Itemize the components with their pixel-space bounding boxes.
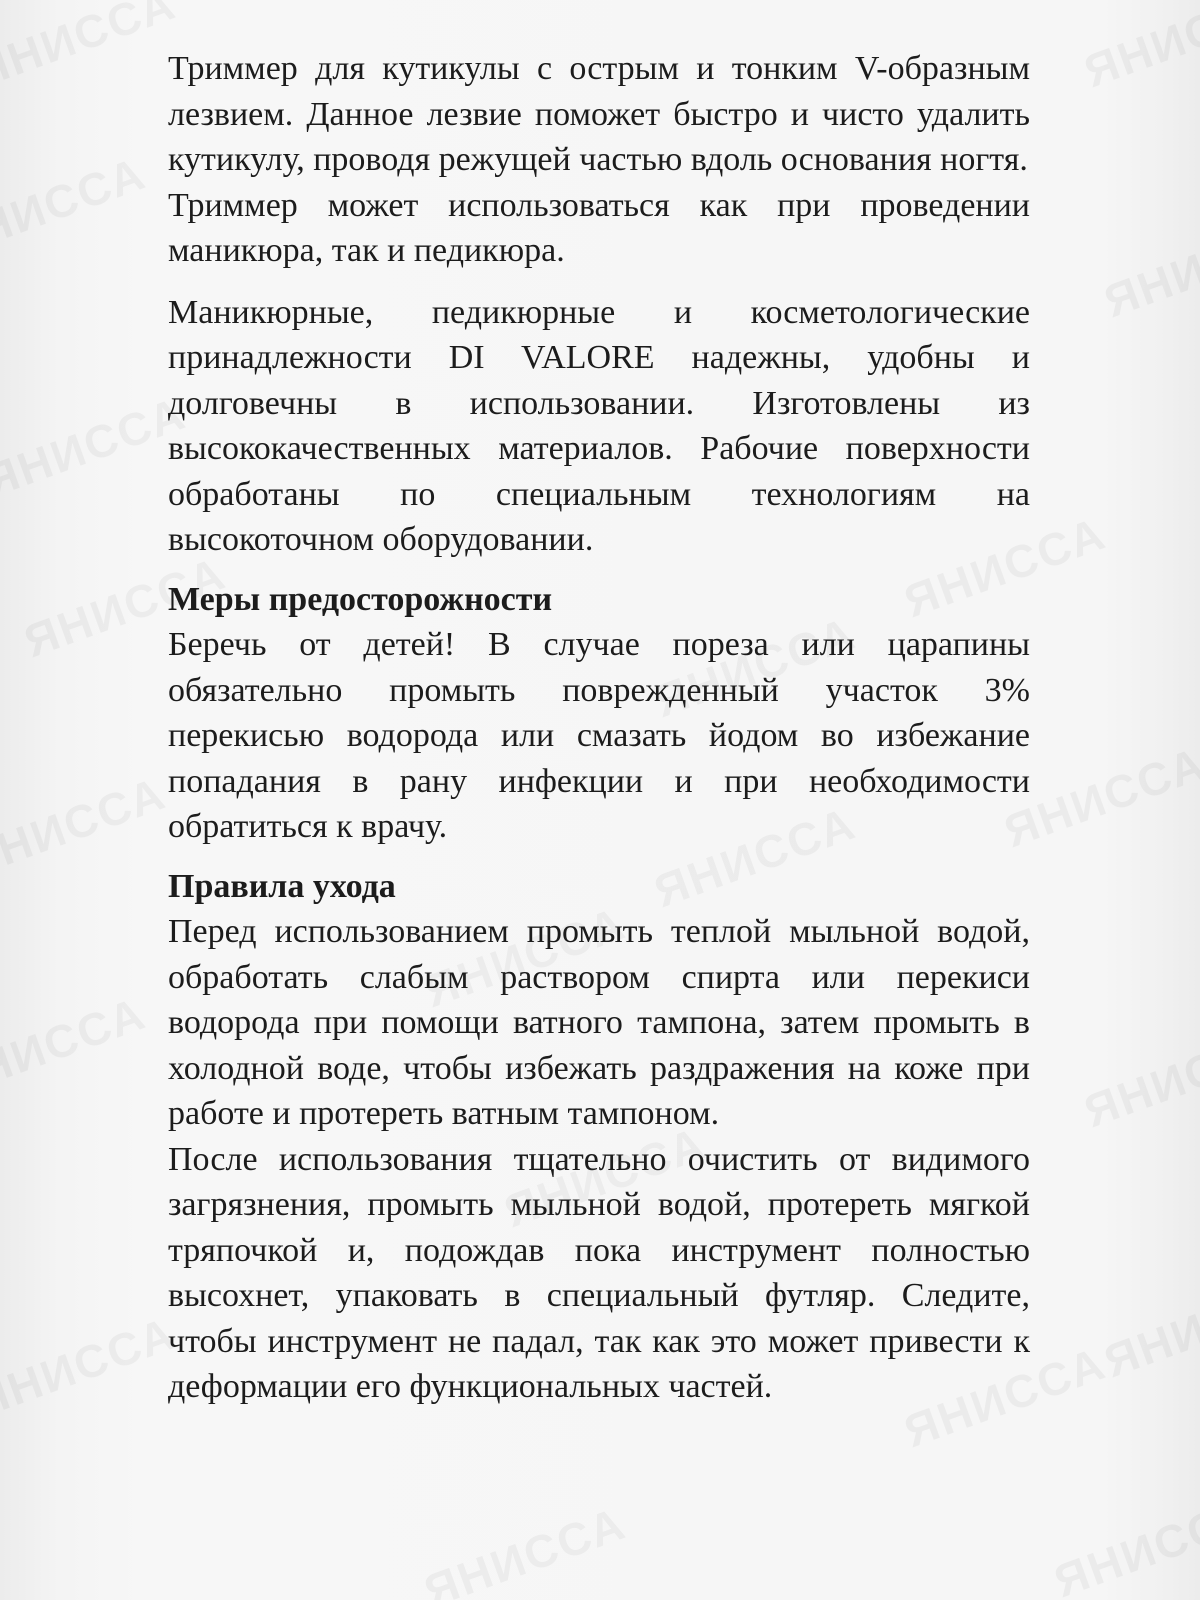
watermark-text xyxy=(1097,1266,1200,1389)
watermark-text xyxy=(0,1306,183,1429)
care-heading: Правила ухода xyxy=(168,867,396,905)
watermark-text xyxy=(0,0,183,98)
watermark-text xyxy=(1097,206,1200,329)
care-paragraph: Перед использованием промыть теплой мыльной водой, обработать слабым раствором спирта или перекиси водорода при помощи ватного тампона, затем промыть в холодной воде, чтобы избежать раздражения на коже при работе и протереть ватным тампоном. xyxy=(168,913,1030,1132)
precautions-paragraph: Беречь от детей! В случае пореза или царапины обязательно промыть поврежденный участок 3% перекисью водорода или смазать йодом во избежание попадания в рану инфекции и при необходимости обратиться к врачу. xyxy=(168,626,1030,845)
watermark-text xyxy=(1077,1016,1200,1139)
intro-paragraph: Триммер может использоваться как при проведении маникюра, так и педикюра. xyxy=(168,186,1030,269)
quality-paragraph: Маникюрные, педикюрные и косметологические принадлежности DI VALORE надежны, удобны и долговечны в использовании. Изготовлены из высококачественных материалов. Рабочие поверхности обработаны по специальным технологиям на высокоточном оборудовании. xyxy=(168,293,1030,558)
watermark-text xyxy=(1077,0,1200,98)
watermark-text xyxy=(0,386,193,509)
watermark-text xyxy=(1047,1486,1200,1600)
intro-paragraph: Триммер для кутикулы с острым и тонким V-образным лезвием. Данное лезвие поможет быстро и чисто удалить кутикулу, проводя режущей частью вдоль основания ногтя. xyxy=(168,50,1030,178)
precautions-heading: Меры предосторожности xyxy=(168,580,553,618)
document-body xyxy=(168,46,1030,1410)
watermark-text xyxy=(0,766,173,889)
watermark-text xyxy=(417,1496,633,1600)
watermark-text xyxy=(0,986,153,1109)
care-paragraph: После использования тщательно очистить от видимого загрязнения, промыть мыльной водой, протереть мягкой тряпочкой и, подождав пока инструмент полностью высохнет, упаковать в специальный футляр. Следите, чтобы инструмент не падал, так как это может привести к деформации его функциональных частей. xyxy=(168,1140,1030,1405)
watermark-text xyxy=(0,146,153,269)
